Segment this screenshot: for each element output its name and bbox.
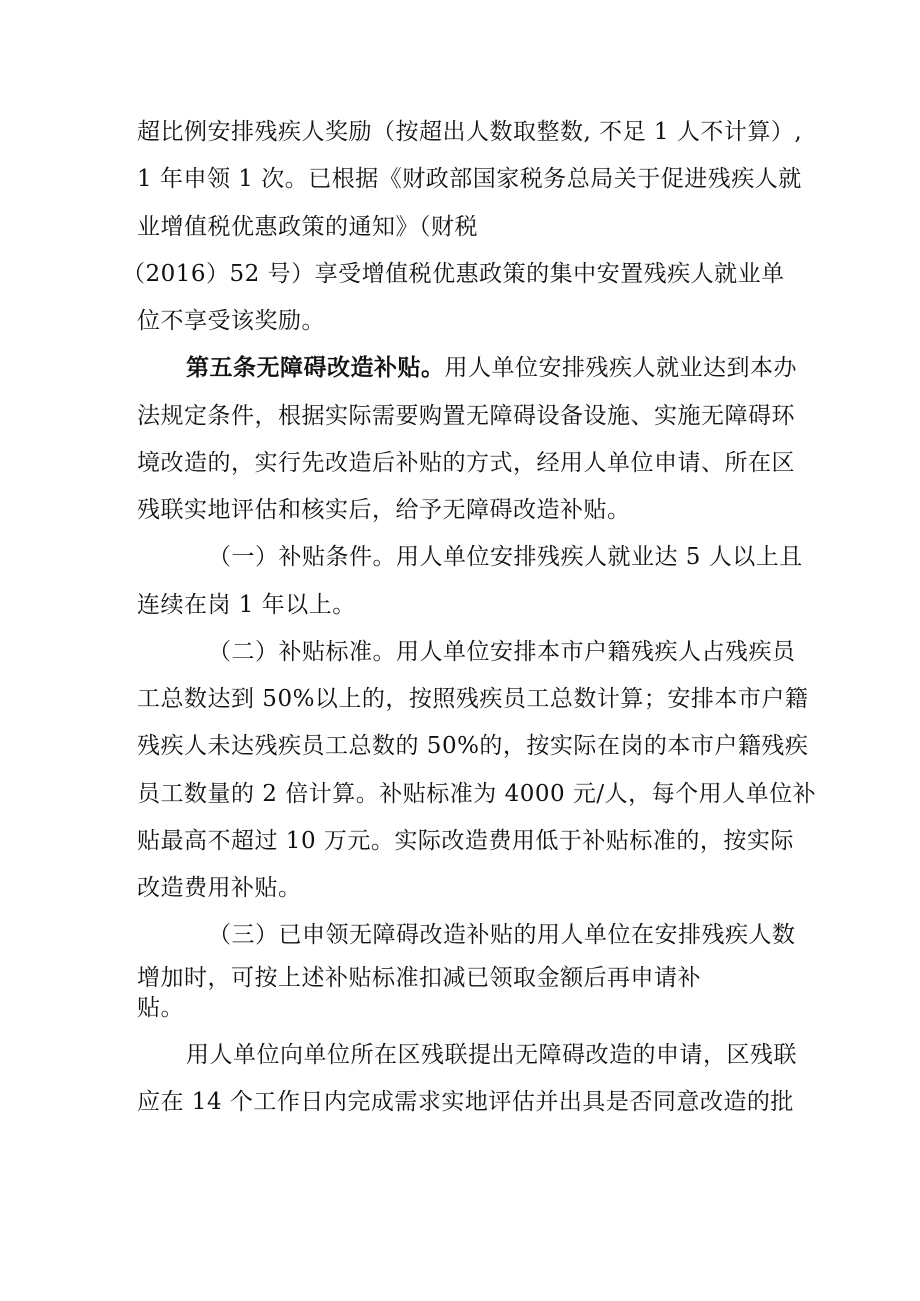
item-one-second-line: 连续在岗 1 年以上。 [137, 592, 356, 618]
item-two-line-4: 员工数量的 2 倍计算。补贴标准为 4000 元/人，每个用人单位补 [137, 781, 817, 807]
item-two-line-6: 改造费用补贴。 [137, 875, 302, 901]
application-paragraph-second-line: 应在 14 个工作日内完成需求实地评估并出具是否同意改造的批 [137, 1089, 794, 1115]
text-line-3: 业增值税优惠政策的通知》（财税 [137, 214, 478, 240]
item-two-line-2: 工总数达到 50%以上的，按照残疾员工总数计算；安排本市户籍 [137, 686, 809, 712]
text-line-2: 1 年申领 1 次。已根据《财政部国家税务总局关于促进残疾人就 [137, 166, 802, 192]
item-one-first-line: （一）补贴条件。用人单位安排残疾人就业达 5 人以上且 [208, 544, 803, 570]
text-line-5: 位不享受该奖励。 [137, 308, 325, 334]
article-five-paragraph-first-line [186, 353, 797, 383]
text-line-7: 法规定条件，根据实际需要购置无障碍设备设施、实施无障碍环 [137, 403, 795, 429]
item-three-line-3: 贴。 [137, 995, 184, 1021]
item-two-first-line: （二）补贴标准。用人单位安排本市户籍残疾人占残疾员 [208, 639, 796, 665]
article-five-heading: 第五条无障碍改造补贴。 [186, 354, 445, 381]
item-two-line-5: 贴最高不超过 10 万元。实际改造费用低于补贴标准的，按实际 [137, 828, 794, 854]
text-line-4: （2016）52 号）享受增值税优惠政策的集中安置残疾人就业单 [122, 261, 785, 287]
text-line-8: 境改造的，实行先改造后补贴的方式，经用人单位申请、所在区 [137, 450, 795, 476]
text-line-9: 残联实地评估和核实后，给予无障碍改造补贴。 [137, 497, 631, 523]
text-line-1: 超比例安排残疾人奖励（按超出人数取整数, 不足 1 人不计算）, [137, 119, 803, 145]
application-paragraph-first-line: 用人单位向单位所在区残联提出无障碍改造的申请，区残联 [186, 1042, 797, 1068]
item-three-first-line: （三）已申领无障碍改造补贴的用人单位在安排残疾人数 [208, 922, 796, 948]
article-five-heading-continuation: 用人单位安排残疾人就业达到本办 [444, 355, 797, 381]
item-three-line-2: 增加时，可按上述补贴标准扣减已领取金额后再申请补 [137, 965, 701, 991]
item-two-line-3: 残疾人未达残疾员工总数的 50%的，按实际在岗的本市户籍残疾 [137, 733, 809, 759]
